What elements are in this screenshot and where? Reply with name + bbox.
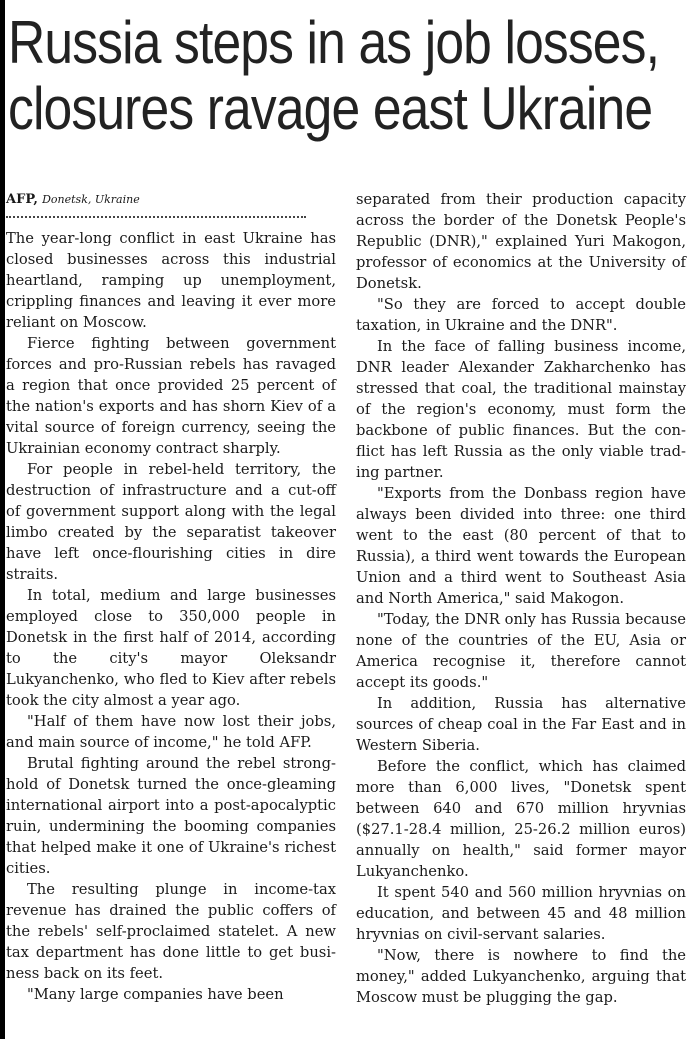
paragraph: "Half of them have now lost their jobs, and main source of income," he told AFP. xyxy=(6,713,336,751)
paragraph: "Exports from the Donbass region have always been divided into three: one third went to the east (80 percent of that to Russia), a third went towards the European Union and a third went to Southeast Asia and North America," said Makogon. xyxy=(356,485,686,607)
dateline-location: Donetsk, Ukraine xyxy=(42,193,140,206)
paragraph: Fierce fighting between government forces and pro-Russian rebels has ravaged a region that once provided 25 percent of the nation's exports and has shorn Kiev of a vital source of foreign currency, seeing the Ukrainian economy contract sharply. xyxy=(6,335,336,457)
paragraph: In total, medium and large businesses employed close to 350,000 people in Donetsk in the first half of 2014, according to the city's mayor Oleksandr Lukyanchenko, who fled to Kiev after rebels took the city almost a year ago. xyxy=(6,587,336,709)
paragraph: The resulting plunge in income-tax revenue has drained the public coffers of the rebels' self-proclaimed statelet. A new tax department has done little to get business back on its feet. xyxy=(6,881,336,982)
paragraph: separated from their production capacity across the border of the Donetsk People's Republic (DNR)," explained Yuri Makogon, professor of economics at the University of Donetsk. xyxy=(356,191,686,292)
headline xyxy=(8,9,660,142)
paragraph: For people in rebel-held territory, the destruction of infrastructure and a cut-off of government support along with the legal limbo created by the separatist takeover have left once-flourishing cities in dire straits. xyxy=(6,461,336,583)
paragraph: "Today, the DNR only has Russia because none of the countries of the EU, Asia or America recognise it, therefore cannot accept its goods." xyxy=(356,611,686,691)
dateline xyxy=(6,190,336,210)
paragraph: "So they are forced to accept double taxation, in Ukraine and the DNR". xyxy=(356,296,686,334)
dotted-divider xyxy=(6,216,306,218)
left-border-rule xyxy=(0,0,5,1039)
paragraph: In the face of falling business income, DNR leader Alexander Zakharchenko has stressed that coal, the traditional mainstay of the region's economy, must form the backbone of public finances. But the conflict has left Russia as the only viable trading partner. xyxy=(356,338,686,481)
article-column-left xyxy=(6,190,336,1005)
agency-credit: AFP, xyxy=(6,192,38,207)
article-column-right xyxy=(356,189,686,1008)
paragraph: "Many large companies have been xyxy=(27,986,284,1003)
paragraph: In addition, Russia has alternative sources of cheap coal in the Far East and in Western Siberia. xyxy=(356,695,686,754)
paragraph: "Now, there is nowhere to find the money," added Lukyanchenko, arguing that Moscow must be plugging the gap. xyxy=(356,947,686,1006)
paragraph: It spent 540 and 560 million hryvnias on education, and between 45 and 48 million hryvnias on civil-servant salaries. xyxy=(356,884,686,943)
paragraph: Before the conflict, which has claimed more than 6,000 lives, "Donetsk spent between 640 and 670 million hryvnias ($27.1-28.4 million, 25-26.2 million euros) annually on health," said former mayor Lukyanchenko. xyxy=(356,758,686,880)
paragraph: Brutal fighting around the rebel stronghold of Donetsk turned the once-gleaming international airport into a post-apocalyptic ruin, undermining the booming companies that helped make it one of Ukraine's richest cities. xyxy=(6,755,336,877)
headline-line-2: closures ravage east Ukraine xyxy=(8,75,653,142)
paragraph: The year-long conflict in east Ukraine has closed businesses across this industrial heartland, ramping up unemployment, crippling finances and leaving it ever more reliant on Moscow. xyxy=(6,230,336,331)
headline-line-1: Russia steps in as job losses, xyxy=(8,9,660,76)
